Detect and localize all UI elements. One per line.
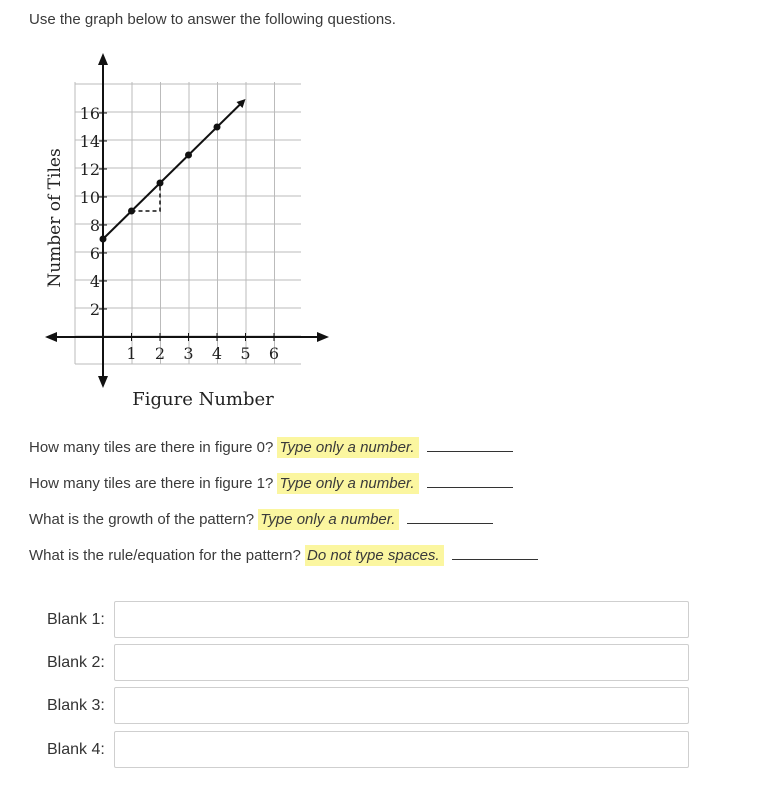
y-tick-label: 8	[89, 216, 100, 235]
series-line	[103, 102, 243, 239]
y-tick-label: 12	[79, 160, 100, 179]
y-tick-label: 2	[89, 300, 100, 319]
question-4	[29, 545, 538, 567]
x-tick-label: 5	[240, 344, 251, 363]
blank-4-label: Blank 4:	[47, 741, 105, 758]
tile-pattern-graph	[0, 0, 360, 420]
question-3	[29, 509, 493, 531]
x-axis-arrow-left	[45, 332, 57, 342]
x-tick-label: 3	[183, 344, 194, 363]
y-tick-label: 16	[79, 104, 100, 123]
data-point	[185, 152, 192, 159]
question-3-blank-line	[407, 509, 493, 524]
question-1-blank-line	[427, 437, 513, 452]
y-tick-label: 14	[79, 132, 100, 151]
blank-1-label: Blank 1:	[47, 611, 105, 628]
blank-4-row	[47, 731, 689, 768]
x-tick-label: 2	[154, 344, 166, 363]
question-1-text: How many tiles are there in figure 0?	[29, 439, 274, 456]
question-2	[29, 473, 513, 495]
blank-2-row	[47, 644, 689, 681]
y-axis-arrow-up	[98, 53, 108, 65]
question-4-blank-line	[452, 545, 538, 560]
x-tick-label: 4	[211, 344, 223, 363]
blank-3-input[interactable]	[114, 687, 689, 724]
question-3-text: What is the growth of the pattern?	[29, 511, 255, 528]
data-point	[100, 236, 107, 243]
question-4-text: What is the rule/equation for the pattern?	[29, 547, 301, 564]
y-tick-label: 4	[89, 272, 100, 291]
data-point	[214, 124, 221, 131]
y-axis-label: Number of Tiles	[45, 148, 65, 288]
blank-1-input[interactable]	[114, 601, 689, 638]
y-tick-label: 10	[79, 188, 100, 207]
y-tick-label: 6	[89, 244, 100, 263]
question-4-hint: Do not type spaces.	[305, 545, 444, 566]
data-point	[157, 180, 164, 187]
question-3-hint: Type only a number.	[258, 509, 399, 530]
x-tick-label: 6	[268, 344, 280, 363]
blank-3-label: Blank 3:	[47, 697, 105, 714]
question-2-hint: Type only a number.	[277, 473, 418, 494]
blank-2-label: Blank 2:	[47, 654, 105, 671]
y-axis-arrow-down	[98, 376, 108, 388]
data-point	[128, 208, 135, 215]
question-1	[29, 437, 513, 459]
blank-1-row	[47, 601, 689, 638]
graph-grid	[75, 82, 301, 364]
blank-4-input[interactable]	[114, 731, 689, 768]
question-2-blank-line	[427, 473, 513, 488]
blank-2-input[interactable]	[114, 644, 689, 681]
question-1-hint: Type only a number.	[277, 437, 418, 458]
x-axis-label: Figure Number	[132, 389, 274, 410]
question-2-text: How many tiles are there in figure 1?	[29, 475, 274, 492]
blank-3-row	[47, 687, 689, 724]
x-tick-label: 1	[126, 344, 137, 363]
graph-series	[100, 99, 246, 243]
x-axis-arrow-right	[317, 332, 329, 342]
instructions-text: Use the graph below to answer the following questions.	[29, 11, 396, 28]
